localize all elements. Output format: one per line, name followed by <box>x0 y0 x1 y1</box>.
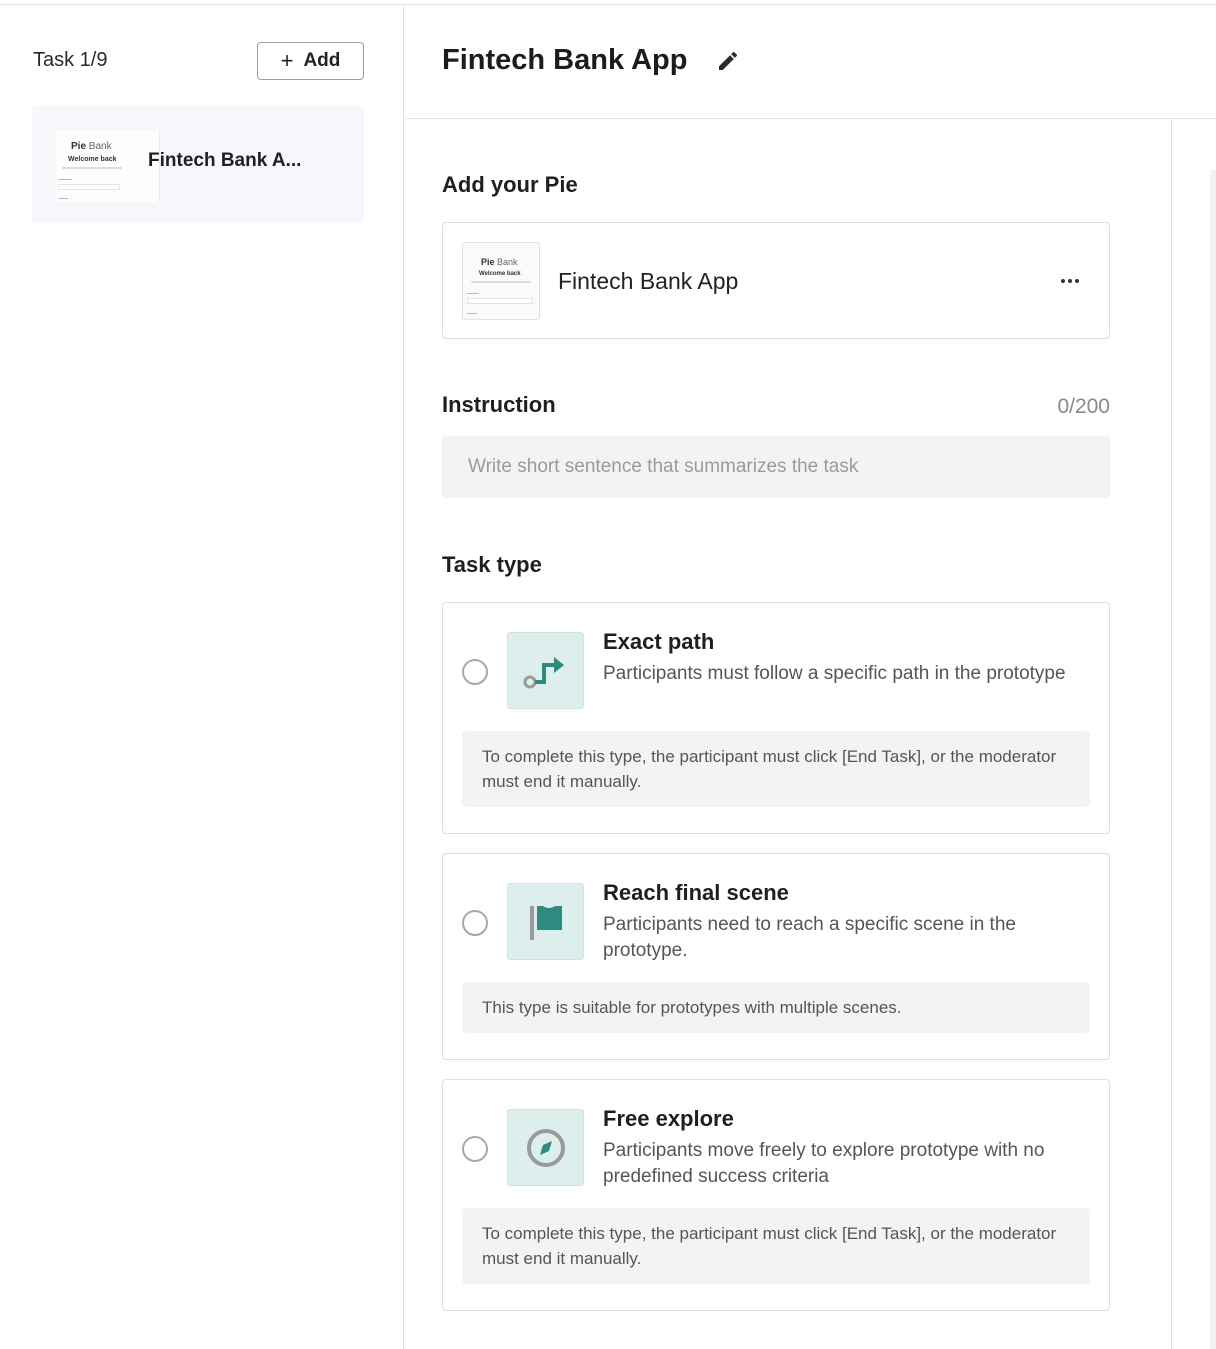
page-header <box>405 5 1216 119</box>
task-thumbnail <box>56 130 160 202</box>
more-options-icon[interactable] <box>1055 269 1085 293</box>
plus-icon: + <box>280 48 294 73</box>
reach-final-scene-note: This type is suitable for prototypes with multiple scenes. <box>462 982 1090 1033</box>
task-item-title: Fintech Bank A... <box>148 150 302 171</box>
character-counter: 0/200 <box>1057 395 1110 418</box>
task-list-item[interactable] <box>32 106 364 223</box>
task-type-free-explore[interactable] <box>442 1079 1110 1311</box>
exact-path-description: Participants must follow a specific path in the prototype <box>603 663 1066 684</box>
pie-card[interactable] <box>442 222 1110 339</box>
panel-divider <box>1171 119 1172 1349</box>
task-type-reach-final-scene[interactable] <box>442 853 1110 1060</box>
thumb-heading: Welcome back <box>68 156 117 163</box>
add-pie-heading: Add your Pie <box>442 172 578 197</box>
path-icon <box>507 632 584 709</box>
free-explore-radio[interactable] <box>462 1136 488 1162</box>
free-explore-title: Free explore <box>603 1106 734 1131</box>
pie-thumb-brand: Pie Bank <box>481 257 518 267</box>
add-task-label: Add <box>303 50 341 71</box>
instruction-input[interactable] <box>442 436 1110 498</box>
task-type-heading: Task type <box>442 552 542 577</box>
reach-final-scene-radio[interactable] <box>462 910 488 936</box>
exact-path-note: To complete this type, the participant must click [End Task], or the moderator must end it manually. <box>462 731 1090 807</box>
instruction-heading: Instruction <box>442 392 556 417</box>
pencil-icon[interactable] <box>716 49 740 73</box>
exact-path-title: Exact path <box>603 629 715 654</box>
exact-path-radio[interactable] <box>462 659 488 685</box>
pie-thumb-heading: Welcome back <box>479 271 521 277</box>
scrollbar-track[interactable] <box>1210 170 1216 1349</box>
pie-name: Fintech Bank App <box>558 268 739 294</box>
free-explore-note: To complete this type, the participant must click [End Task], or the moderator must end it manually. <box>462 1208 1090 1284</box>
free-explore-description: Participants move freely to explore prototype with no predefined success criteria <box>603 1140 1045 1187</box>
pie-thumbnail <box>462 242 540 320</box>
flag-icon <box>507 883 584 960</box>
compass-icon <box>507 1109 584 1186</box>
reach-final-scene-title: Reach final scene <box>603 880 789 905</box>
task-counter: Task 1/9 <box>33 49 108 71</box>
add-task-button[interactable] <box>257 42 364 80</box>
reach-final-scene-description: Participants need to reach a specific scene in the prototype. <box>603 914 1016 961</box>
task-type-exact-path[interactable] <box>442 602 1110 834</box>
page-title: Fintech Bank App <box>442 44 688 76</box>
task-sidebar <box>0 5 404 1349</box>
thumb-brand: Pie Bank <box>71 141 112 152</box>
